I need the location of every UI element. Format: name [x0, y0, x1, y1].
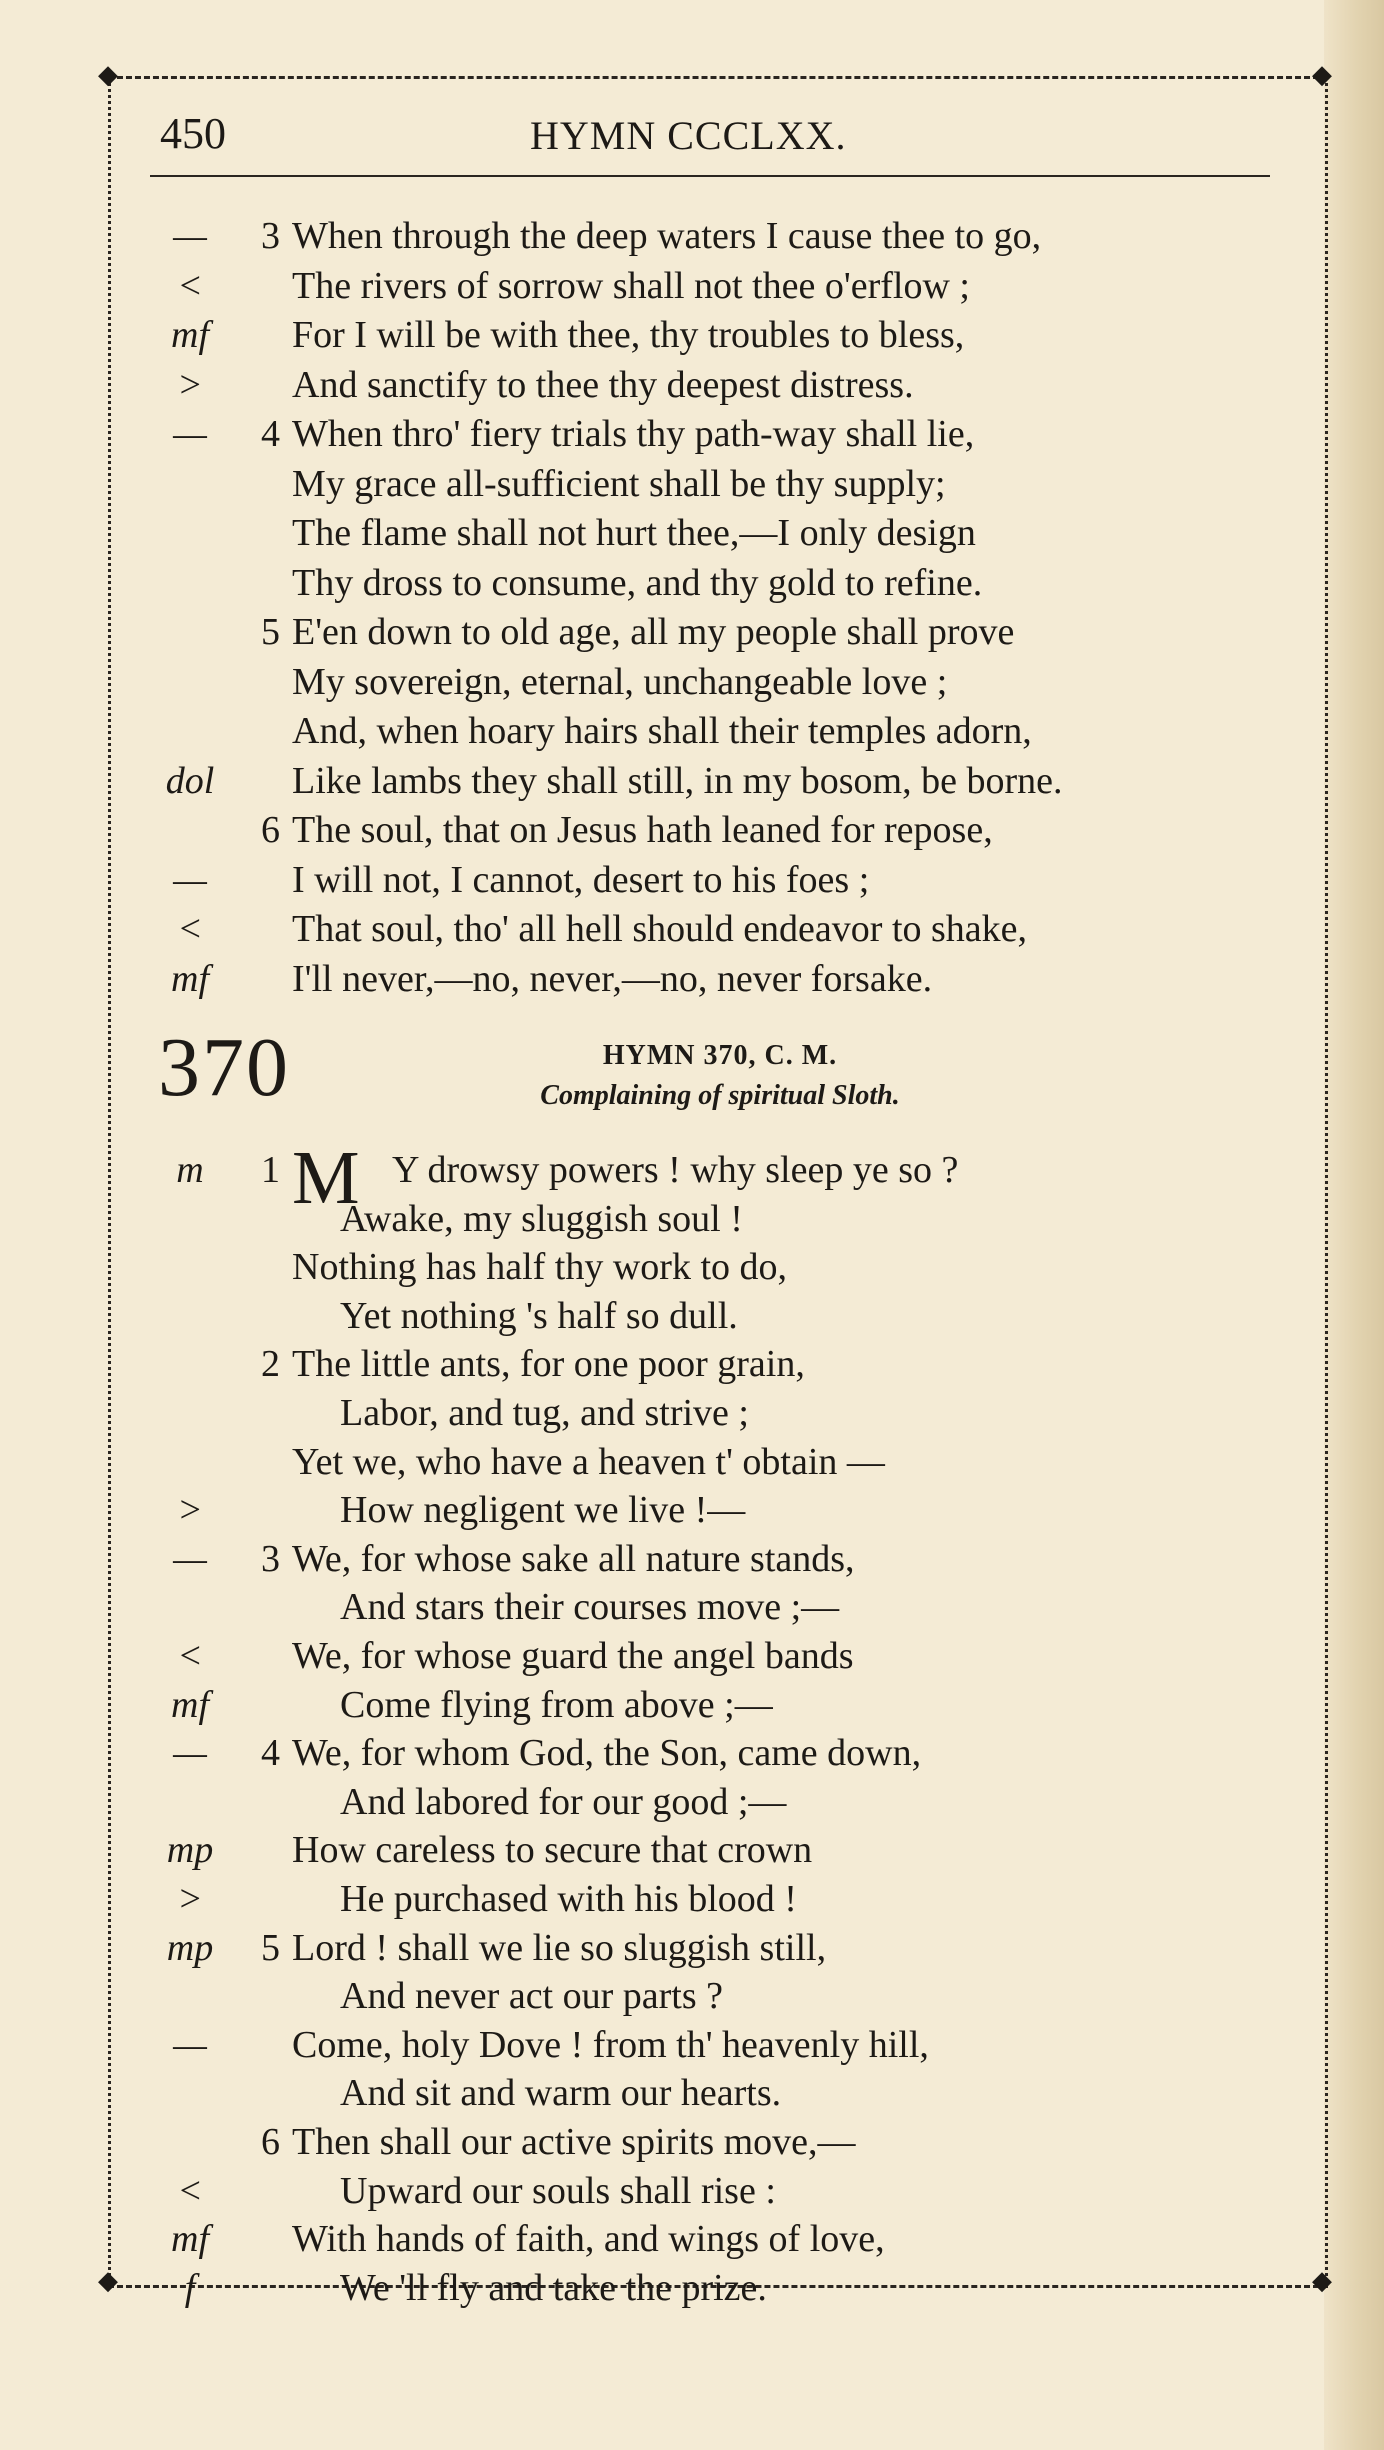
dynamics-mark: < [177, 2169, 203, 2212]
hymn-subtitle: Complaining of spiritual Sloth. [540, 1080, 900, 1111]
verse-number: 5 [261, 611, 280, 653]
verse-number: 3 [261, 1537, 280, 1580]
line-text: We, for whom God, the Son, came down, [292, 1732, 922, 1775]
line-text: The flame shall not hurt thee,—I only design [292, 512, 976, 554]
line-text: I'll never,—no, never,—no, never forsake. [292, 957, 933, 1000]
line-text: Awake, my sluggish soul ! [340, 1197, 743, 1240]
line-text: We 'll fly and take the prize. [340, 2266, 767, 2309]
line-text: When thro' fiery trials thy path-way shall lie, [292, 413, 975, 455]
page-scan-edge [1324, 0, 1384, 2450]
line-text: And sit and warm our hearts. [340, 2072, 782, 2115]
page-header [160, 108, 1260, 168]
line-text: With hands of faith, and wings of love, [292, 2218, 885, 2261]
dynamics-mark: — [173, 2023, 207, 2066]
verse-number: 4 [261, 1732, 280, 1775]
dynamics-mark: m [176, 1149, 204, 1191]
line-text: How careless to secure that crown [292, 1829, 813, 1872]
line-text: The little ants, for one poor grain, [292, 1343, 805, 1386]
line-text: When through the deep waters I cause thee to go, [292, 215, 1042, 257]
dynamics-mark: mp [166, 1829, 214, 1872]
dynamics-mark: — [173, 858, 207, 901]
corner-ornament-top-left: ◆ [98, 60, 118, 89]
verse-number: 3 [261, 215, 280, 257]
line-text: The soul, that on Jesus hath leaned for repose, [292, 809, 993, 851]
line-text: And never act our parts ? [340, 1975, 724, 2018]
line-text: For I will be with thee, thy troubles to bless, [292, 314, 965, 356]
dynamics-mark: > [177, 363, 203, 406]
line-text: And, when hoary hairs shall their temples adorn, [292, 710, 1032, 752]
line-text: That soul, tho' all hell should endeavor to shake, [292, 908, 1028, 950]
line-text: My sovereign, eternal, unchangeable love ; [292, 660, 948, 703]
line-text: My grace all-sufficient shall be thy supply; [292, 462, 946, 505]
dynamics-mark: — [173, 413, 207, 455]
verse-number: 6 [261, 2121, 280, 2163]
hymn-number: 370 [158, 1021, 290, 1114]
dynamics-mark: < [177, 1635, 203, 1677]
line-text: E'en down to old age, all my people shall prove [292, 611, 1015, 653]
line-text: We, for whose guard the angel bands [292, 1635, 854, 1677]
line-text: I will not, I cannot, desert to his foes ; [292, 858, 870, 901]
line-text: And sanctify to thee thy deepest distress. [292, 363, 914, 406]
line-text: Thy dross to consume, and thy gold to refine. [292, 561, 983, 604]
line-text: Labor, and tug, and strive ; [340, 1392, 749, 1434]
line-text: And labored for our good ;— [340, 1780, 787, 1823]
corner-ornament-bottom-right: ◆ [1312, 2266, 1332, 2295]
line-text: Nothing has half thy work to do, [292, 1246, 788, 1289]
verse-number: 5 [261, 1926, 280, 1969]
line-text: Y drowsy powers ! why sleep ye so ? [392, 1149, 959, 1191]
dynamics-mark: — [173, 1732, 207, 1775]
dynamics-mark: < [177, 264, 203, 307]
drop-cap: M [292, 1136, 360, 1220]
header-rule [150, 175, 1270, 177]
line-text: Upward our souls shall rise : [340, 2169, 776, 2212]
dynamics-mark: — [173, 1537, 207, 1580]
corner-ornament-top-right: ◆ [1312, 60, 1332, 89]
line-text: Come, holy Dove ! from th' heavenly hill, [292, 2023, 929, 2066]
line-text: Come flying from above ;— [340, 1683, 773, 1726]
line-text: Then shall our active spirits move,— [292, 2121, 856, 2163]
dynamics-mark: mf [171, 2218, 209, 2261]
running-title: HYMN CCCLXX. [530, 113, 847, 158]
line-text: Like lambs they shall still, in my bosom, be borne. [292, 759, 1063, 802]
dynamics-mark: mf [171, 1683, 209, 1726]
dynamics-mark: — [173, 215, 207, 257]
dynamics-mark: mf [171, 957, 209, 1000]
corner-ornament-bottom-left: ◆ [98, 2266, 118, 2295]
verse-number: 6 [261, 809, 280, 851]
verse-number: 4 [261, 413, 280, 455]
line-text: Yet nothing 's half so dull. [340, 1294, 738, 1337]
dynamics-mark: > [177, 1489, 203, 1532]
verse-number: 1 [261, 1149, 280, 1191]
line-text: And stars their courses move ;— [340, 1586, 840, 1629]
verse-number: 2 [261, 1343, 280, 1386]
line-text: Lord ! shall we lie so sluggish still, [292, 1926, 827, 1969]
page-number: 450 [160, 109, 226, 158]
dynamics-mark: > [177, 1878, 203, 1920]
line-text: The rivers of sorrow shall not thee o'erflow ; [292, 264, 970, 307]
dynamics-mark: mf [171, 314, 209, 356]
dynamics-mark: < [177, 908, 203, 950]
hymn-heading: HYMN 370, C. M. [602, 1040, 838, 1071]
line-text: He purchased with his blood ! [340, 1878, 797, 1920]
dynamics-mark: dol [165, 759, 215, 802]
dynamics-mark: mp [166, 1926, 214, 1969]
line-text: How negligent we live !— [340, 1489, 746, 1532]
line-text: Yet we, who have a heaven t' obtain — [292, 1440, 885, 1483]
line-text: We, for whose sake all nature stands, [292, 1537, 855, 1580]
dynamics-mark: f [184, 2266, 196, 2309]
